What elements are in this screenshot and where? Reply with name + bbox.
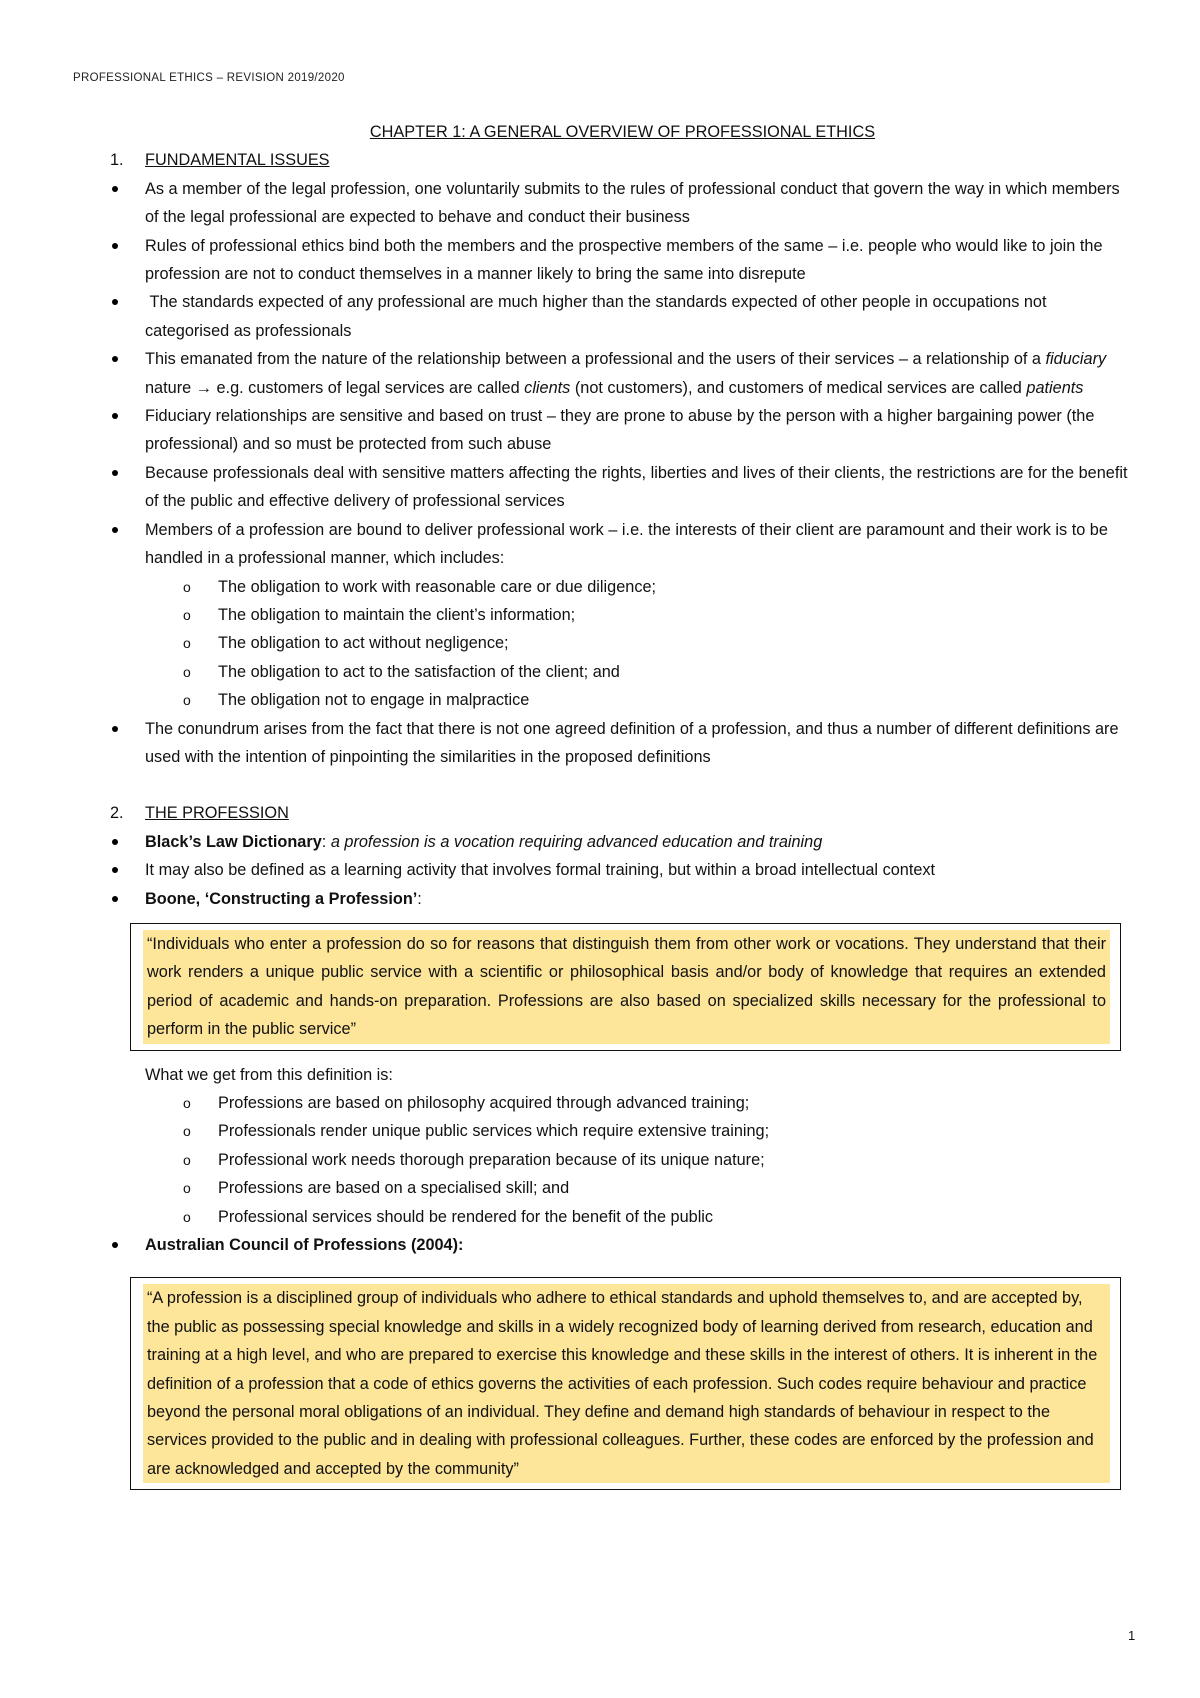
bullet-item <box>110 232 1135 289</box>
section-heading-fundamental-issues <box>110 146 1135 174</box>
bullet-icon <box>110 516 145 573</box>
bullet-text <box>145 1231 463 1259</box>
sub-bullet-icon: o <box>183 1151 191 1168</box>
bullet-text: Rules of professional ethics bind both the members and the prospective members of the same – i.e. people who would like to join the profession are not to conduct themselves in a manner likely to bring the same into disrepute <box>145 236 1103 284</box>
bold-source-name: Boone, ‘Constructing a Profession’ <box>145 889 418 908</box>
page-content <box>110 118 1135 1490</box>
quote-box-australian-council <box>130 1277 1121 1490</box>
bullet-icon <box>110 885 145 913</box>
bold-source-name: Black’s Law Dictionary <box>145 832 322 851</box>
sub-bullet-text: The obligation to work with reasonable care or due diligence; <box>218 577 657 596</box>
section-title: THE PROFESSION <box>145 804 289 823</box>
italic-term-fiduciary: fiduciary <box>1045 350 1107 369</box>
sub-bullet-item <box>183 686 1135 714</box>
bullet-item <box>110 345 1135 402</box>
sub-bullet-item <box>183 573 1135 601</box>
bullet-icon <box>110 459 145 516</box>
bold-source-name: Australian Council of Professions (2004): <box>145 1236 464 1255</box>
text-run: This emanated from the nature of the relationship between a professional and the users of their services – a relationship of a <box>145 350 1046 369</box>
sub-bullet-icon: o <box>183 1095 191 1111</box>
sub-bullet-text: Professions are based on a specialised skill; and <box>218 1179 570 1198</box>
bullet-icon <box>110 345 145 402</box>
sub-bullet-icon: o <box>183 1208 191 1225</box>
bullet-icon <box>110 288 145 345</box>
bullet-icon <box>110 715 145 772</box>
italic-definition: a profession is a vocation requiring advanced education and training <box>330 832 823 851</box>
sub-bullet-icon: o <box>183 1180 191 1197</box>
chapter-title: CHAPTER 1: A GENERAL OVERVIEW OF PROFESSIONAL ETHICS <box>369 123 876 141</box>
section-number: 1. <box>110 151 124 170</box>
bullet-text <box>145 828 822 856</box>
sub-bullet-text: Professionals render unique public services which require extensive training; <box>218 1122 770 1141</box>
section-number: 2. <box>110 804 124 823</box>
quote-text: “A profession is a disciplined group of individuals who adhere to ethical standards and uphold themselves to, and are accepted by, the public as possessing special knowledge and skills in a widely recognized body of learning derived from research, education and training at a high level, and who are prepared to exercise this knowledge and these skills in the interest of others. It is inherent in the definition of a profession that a code of ethics governs the activities of each profession. Such codes require behaviour and practice beyond the personal moral obligations of an individual. They define and demand high standards of behaviour in respect to the services provided to the public and in dealing with professional colleagues. Further, these codes are enforced by the profession and are acknowledged and accepted by the community” <box>143 1284 1110 1483</box>
page-number: 1 <box>1128 1628 1136 1643</box>
sub-bullet-item <box>183 1117 1135 1145</box>
sub-bullet-icon: o <box>183 578 191 595</box>
text-run: : <box>417 889 422 908</box>
bullet-icon <box>110 232 145 289</box>
bullet-item <box>110 715 1135 772</box>
bullet-icon <box>110 828 145 856</box>
bullet-item <box>110 856 1135 884</box>
sub-bullet-icon: o <box>183 635 191 652</box>
quote-text: “Individuals who enter a profession do so for reasons that distinguish them from other work or vocations. They understand that their work renders a unique public service with a scientific or philosophical basis and/or body of knowledge that requires an extended period of academic and hands-on preparation. Professions are also based on specialized skills necessary for the professional to perform in the public service” <box>143 930 1110 1044</box>
bullet-icon <box>110 175 145 232</box>
definition-intro: What we get from this definition is: <box>145 1065 393 1084</box>
bullet-text: Fiduciary relationships are sensitive and based on trust – they are prone to abuse by the person with a higher bargaining power (the professional) and so must be protected from such abuse <box>145 407 1095 454</box>
bullet-icon <box>110 856 145 884</box>
sub-bullet-item <box>183 1089 1135 1117</box>
bullet-text: It may also be defined as a learning activity that involves formal training, but within a broad intellectual context <box>145 861 936 880</box>
italic-term-clients: clients <box>524 378 571 397</box>
sub-bullet-item <box>183 1174 1135 1202</box>
bullet-icon <box>110 1231 145 1259</box>
sub-bullet-text: The obligation to act to the satisfaction of the client; and <box>218 662 620 681</box>
bullet-text: Members of a profession are bound to deliver professional work – i.e. the interests of their client are paramount and their work is to be handled in a professional manner, which includes: <box>145 520 1108 568</box>
bullet-item <box>110 459 1135 516</box>
bullet-text <box>145 345 1135 402</box>
section-heading-the-profession <box>110 799 1135 827</box>
sub-bullet-icon: o <box>183 1123 191 1140</box>
sub-bullet-text: The obligation to maintain the client’s information; <box>218 605 576 624</box>
bullet-item <box>110 828 1135 856</box>
bullet-text: Because professionals deal with sensitive matters affecting the rights, liberties and lives of their clients, the restrictions are for the benefit of the public and effective delivery of professional services <box>145 463 1128 511</box>
sub-bullet-icon: o <box>183 606 191 623</box>
bullet-text <box>145 885 422 913</box>
running-header: PROFESSIONAL ETHICS – REVISION 2019/2020 <box>73 72 345 84</box>
sub-bullet-item <box>183 629 1135 657</box>
text-run: (not customers), and customers of medical services are called <box>570 378 1027 397</box>
sub-bullet-text: Professional work needs thorough preparation because of its unique nature; <box>218 1150 765 1169</box>
bullet-item <box>110 516 1135 573</box>
sub-bullet-item <box>183 1146 1135 1174</box>
sub-bullet-icon: o <box>183 692 191 709</box>
italic-term-patients: patients <box>1026 378 1084 397</box>
text-run: : <box>321 832 331 851</box>
sub-bullet-item <box>183 658 1135 686</box>
quote-box-boone <box>130 923 1121 1051</box>
bullet-text: As a member of the legal profession, one voluntarily submits to the rules of professional conduct that govern the way in which members of the legal professional are expected to behave and conduct their business <box>145 179 1120 227</box>
bullet-item <box>110 288 1135 345</box>
text-run: nature → e.g. customers of legal services are called <box>145 378 525 397</box>
section-title: FUNDAMENTAL ISSUES <box>145 151 330 170</box>
sub-bullet-text: Professions are based on philosophy acquired through advanced training; <box>218 1094 750 1112</box>
sub-bullet-text: The obligation to act without negligence; <box>218 634 509 653</box>
bullet-item <box>110 175 1135 232</box>
sub-bullet-text: The obligation not to engage in malpractice <box>218 691 530 710</box>
bullet-item <box>110 885 1135 913</box>
sub-bullet-item <box>183 1203 1135 1231</box>
bullet-icon <box>110 402 145 459</box>
bullet-text: The conundrum arises from the fact that there is not one agreed definition of a profession, and thus a number of different definitions are used with the intention of pinpointing the similarities in the proposed definitions <box>145 719 1119 766</box>
bullet-item <box>110 1231 1135 1259</box>
sub-bullet-item <box>183 601 1135 629</box>
sub-bullet-icon: o <box>183 663 191 680</box>
bullet-text: The standards expected of any professional are much higher than the standards expected of other people in occupations not categorised as professionals <box>145 293 1052 340</box>
spacer <box>110 771 1135 799</box>
bullet-item <box>110 402 1135 459</box>
sub-bullet-text: Professional services should be rendered for the benefit of the public <box>218 1207 714 1226</box>
